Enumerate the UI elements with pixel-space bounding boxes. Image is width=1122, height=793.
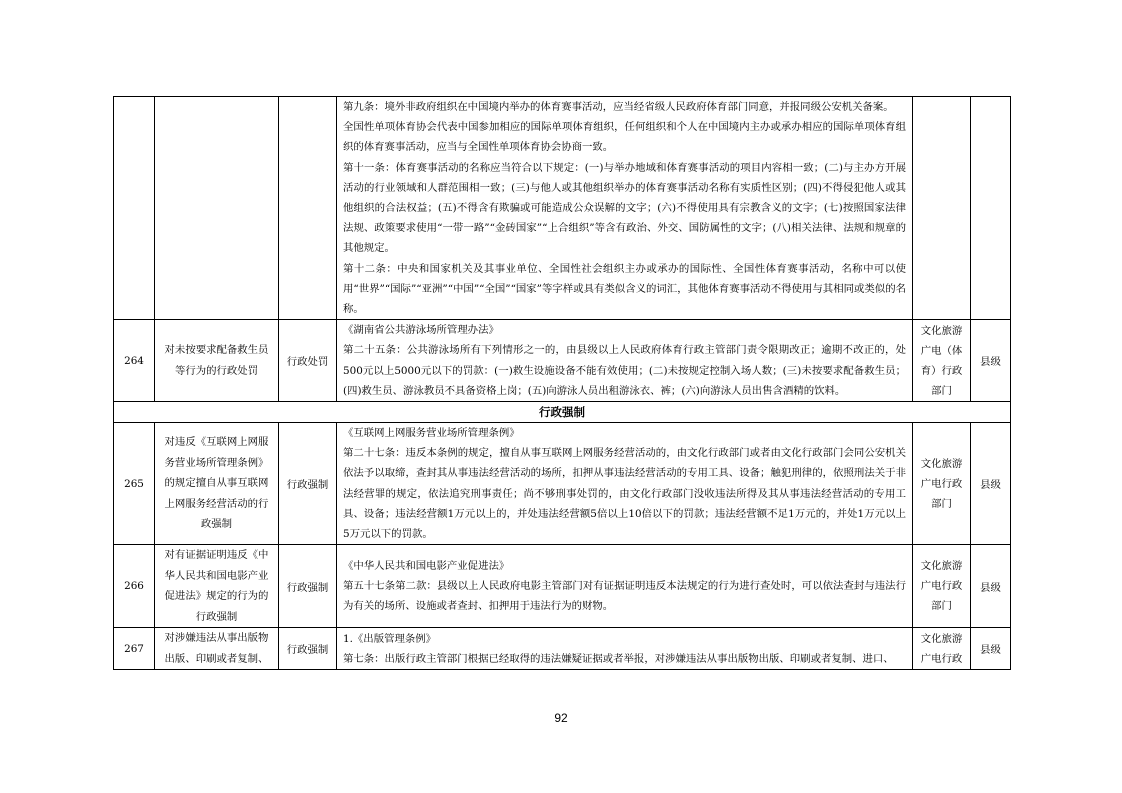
item-type: [279, 97, 337, 320]
table-row: [114, 320, 1011, 402]
responsible-department: 文化旅游广电行政部门: [913, 545, 971, 628]
table-row: [114, 628, 1011, 670]
item-name: 对涉嫌违法从事出版物出版、印刷或者复制、: [155, 628, 279, 670]
row-number: 265: [114, 423, 155, 545]
legal-basis: [337, 97, 913, 320]
page-number: 92: [554, 711, 568, 725]
section-header-row: [114, 402, 1011, 423]
item-name: [155, 97, 279, 320]
row-number: 266: [114, 545, 155, 628]
item-name: 对未按要求配备救生员等行为的行政处罚: [155, 320, 279, 402]
responsible-department: 文化旅游广电行政: [913, 628, 971, 670]
item-name: 对有证据证明违反《中华人民共和国电影产业促进法》规定的行为的行政强制: [155, 545, 279, 628]
administrative-level: 县级: [971, 628, 1011, 670]
basis-paragraph: 第二十五条：公共游泳场所有下列情形之一的，由县级以上人民政府体育行政主管部门责令限期改正；逾期不改正的，处500元以上5000元以下的罚款：(一)救生设施设备不能有效使用；(二)未按规定控制入场人数；(三)未按要求配备救生员；(四)救生员、游泳教员不具备资格上岗；(五)向游泳人员出租游泳衣、裤；(六)向游泳人员出售含酒精的饮料。: [343, 344, 906, 397]
row-number: 267: [114, 628, 155, 670]
basis-paragraph: 第七条：出版行政主管部门根据已经取得的违法嫌疑证据或者举报，对涉嫌违法从事出版物出版、印刷或者复制、进口、: [343, 652, 894, 665]
legal-basis: [337, 628, 913, 670]
table-row: [114, 423, 1011, 545]
item-type: 行政处罚: [279, 320, 337, 402]
basis-paragraph: 第九条：境外非政府组织在中国境内举办的体育赛事活动，应当经省级人民政府体育部门同意，并报同级公安机关备案。: [343, 101, 894, 113]
administrative-level: 县级: [971, 423, 1011, 545]
basis-paragraph: 《互联网上网服务营业场所管理条例》: [343, 427, 520, 440]
administrative-level: 县级: [971, 320, 1011, 402]
responsible-department: [913, 97, 971, 320]
row-number: [114, 97, 155, 320]
item-name: 对违反《互联网上网服务营业场所管理条例》的规定擅自从事互联网上网服务经营活动的行政强制: [155, 423, 279, 545]
administrative-level: 县级: [971, 545, 1011, 628]
legal-basis: [337, 320, 913, 402]
item-type: 行政强制: [279, 628, 337, 670]
item-type: 行政强制: [279, 545, 337, 628]
enforcement-table: [113, 96, 1011, 670]
basis-paragraph: 全国性单项体育协会代表中国参加相应的国际单项体育组织，任何组织和个人在中国境内主办或承办相应的国际单项体育组织的体育赛事活动，应当与全国性单项体育协会协商一致。: [343, 121, 906, 154]
basis-paragraph: 第五十七条第二款：县级以上人民政府电影主管部门对有证据证明违反本法规定的行为进行查处时，可以依法查封与违法行为有关的场所、设施或者查封、扣押用于违法行为的财物。: [343, 580, 906, 613]
item-type: 行政强制: [279, 423, 337, 545]
legal-basis: [337, 545, 913, 628]
table-row: [114, 97, 1011, 320]
section-title: 行政强制: [114, 402, 1011, 423]
basis-paragraph: 第二十七条：违反本条例的规定，擅自从事互联网上网服务经营活动的，由文化行政部门或者由文化行政部门会同公安机关依法予以取缔，查封其从事违法经营活动的场所，扣押从事违法经营活动的专用工具、设备；触犯刑律的，依照刑法关于非法经营罪的规定，依法追究刑事责任；尚不够刑事处罚的，由文化行政部门没收违法所得及其从事违法经营活动的专用工具、设备；违法经营额1万元以上的，并处违法经营额5倍以上10倍以下的罚款；违法经营额不足1万元的，并处1万元以上5万元以下的罚款。: [343, 447, 906, 541]
responsible-department: 文化旅游广电行政部门: [913, 423, 971, 545]
responsible-department: 文化旅游广电（体育）行政部门: [913, 320, 971, 402]
basis-paragraph: 《湖南省公共游泳场所管理办法》: [343, 324, 499, 337]
basis-paragraph: 《中华人民共和国电影产业促进法》: [343, 559, 510, 572]
row-number: 264: [114, 320, 155, 402]
basis-paragraph: 第十一条：体育赛事活动的名称应当符合以下规定：(一)与举办地域和体育赛事活动的项目内容相一致；(二)与主办方开展活动的行业领域和人群范围相一致；(三)与他人或其他组织举办的体育赛事活动名称有实质性区别；(四)不得侵犯他人或其他组织的合法权益；(五)不得含有欺骗或可能造成公众误解的文字；(六)不得使用具有宗教含义的文字；(七)按照国家法律法规、政策要求使用“一带一路”“金砖国家”“上合组织”等含有政治、外交、国防属性的文字；(八)相关法律、法规和规章的其他规定。: [343, 161, 906, 255]
basis-paragraph: 第十二条：中央和国家机关及其事业单位、全国性社会组织主办或承办的国际性、全国性体育赛事活动，名称中可以使用“世界”“国际”“亚洲”“中国”“全国”“国家”等字样或具有类似含义的词汇，其他体育赛事活动不得使用与其相同或类似的名称。: [343, 262, 906, 316]
legal-basis: [337, 423, 913, 545]
administrative-level: [971, 97, 1011, 320]
basis-paragraph: 1.《出版管理条例》: [343, 632, 437, 645]
table-row: [114, 545, 1011, 628]
